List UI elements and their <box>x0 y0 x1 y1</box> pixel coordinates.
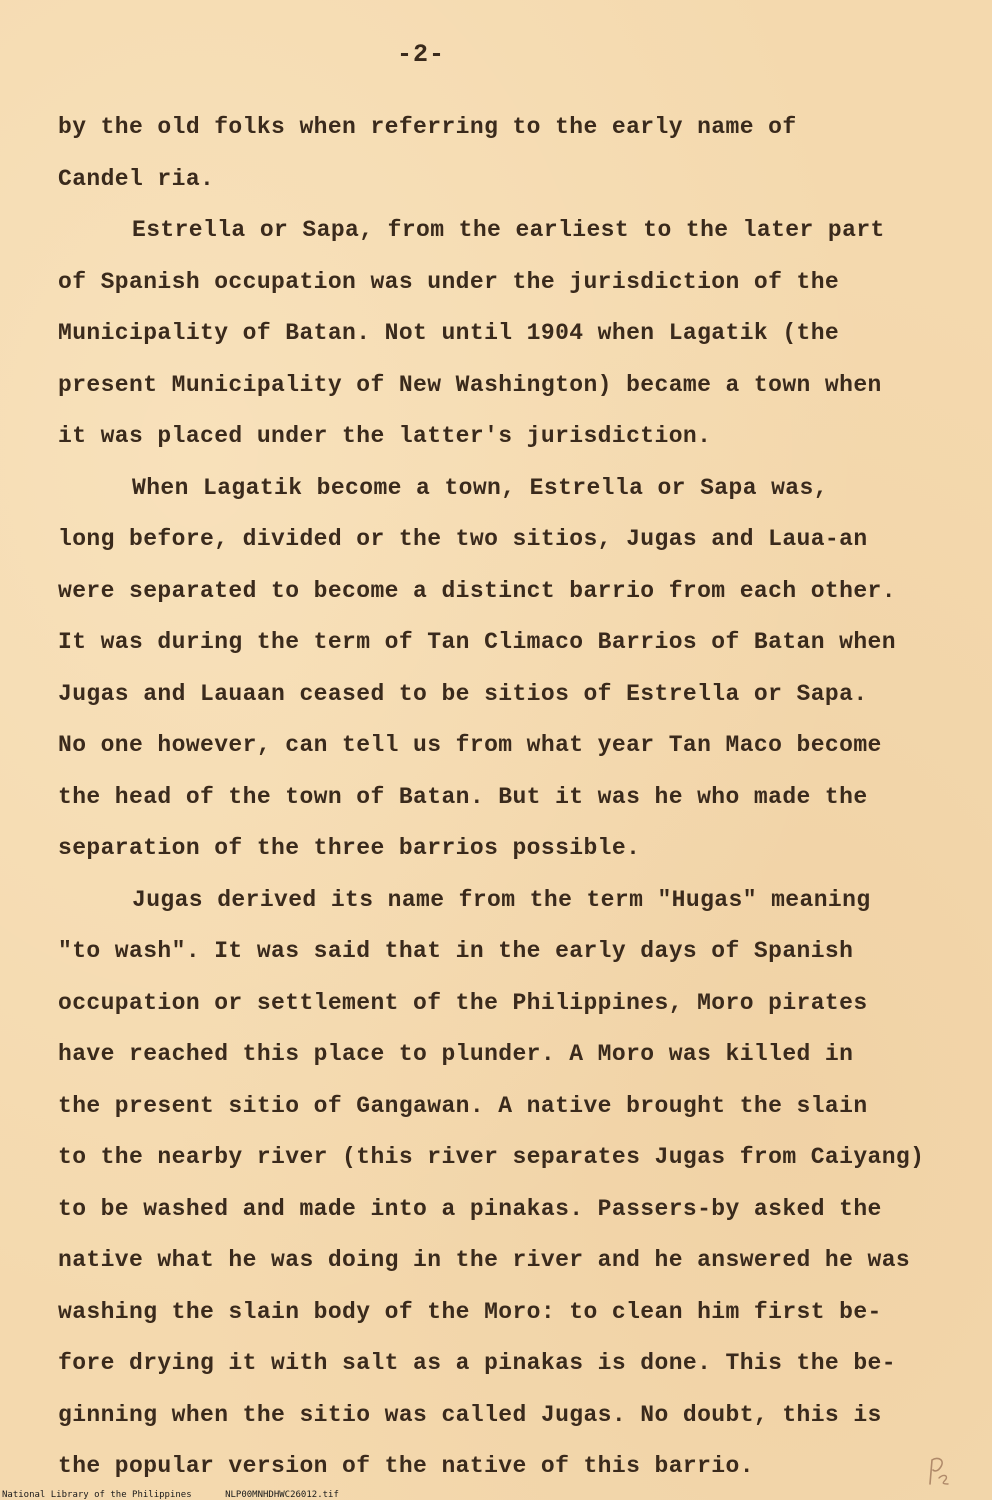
text-line: have reached this place to plunder. A Moro was killed in <box>58 1041 854 1067</box>
text-line: the head of the town of Batan. But it was he who made the <box>58 783 868 810</box>
text-line: long before, divided or the two sitios, Jugas and Laua-an <box>58 526 868 552</box>
text-line: washing the slain body of the Moro: to clean him first be- <box>58 1298 882 1325</box>
text-line: Municipality of Batan. Not until 1904 when Lagatik (the <box>58 320 840 346</box>
text-line: the present sitio of Gangawan. A native brought the slain <box>58 1092 868 1119</box>
text-line: Estrella or Sapa, from the earliest to the later part <box>132 217 885 243</box>
text-line: fore drying it with salt as a pinakas is done. This the be- <box>58 1350 896 1376</box>
text-line: to be washed and made into a pinakas. Passers-by asked the <box>58 1195 882 1222</box>
text-line: of Spanish occupation was under the jurisdiction of the <box>58 268 840 295</box>
text-line: Jugas and Lauaan ceased to be sitios of Estrella or Sapa. <box>58 680 868 707</box>
text-line: When Lagatik become a town, Estrella or Sapa was, <box>132 474 828 501</box>
footer-credit <box>2 1490 367 1500</box>
text-line: Jugas derived its name from the term "Hugas" meaning <box>132 886 871 913</box>
handwritten-mark <box>924 1454 954 1488</box>
text-line: separation of the three barrios possible. <box>58 835 641 861</box>
text-line: present Municipality of New Washington) became a town when <box>58 371 882 398</box>
text-line: it was placed under the latter's jurisdiction. <box>58 423 712 449</box>
text-line: by the old folks when referring to the early name of <box>58 114 797 140</box>
text-line: the popular version of the native of this barrio. <box>58 1453 754 1479</box>
text-line: native what he was doing in the river and he answered he was <box>58 1247 911 1273</box>
text-line: were separated to become a distinct barrio from each other. <box>58 577 896 604</box>
text-line: to the nearby river (this river separates Jugas from Caiyang) <box>58 1144 925 1170</box>
text-line: It was during the term of Tan Climaco Barrios of Batan when <box>58 629 896 655</box>
body-text <box>58 106 958 1497</box>
text-line: Candel ria. <box>58 165 215 192</box>
text-line: ginning when the sitio was called Jugas. No doubt, this is <box>58 1401 882 1428</box>
text-line: "to wash". It was said that in the early days of Spanish <box>58 938 854 964</box>
text-line: No one however, can tell us from what year Tan Maco become <box>58 732 882 758</box>
text-line: occupation or settlement of the Philippines, Moro pirates <box>58 989 868 1016</box>
page-number: -2- <box>396 40 445 69</box>
footer-file-id: NLP00MNHDHWC26012.tif <box>225 1490 339 1500</box>
footer-library-name: National Library of the Philippines <box>2 1490 192 1500</box>
